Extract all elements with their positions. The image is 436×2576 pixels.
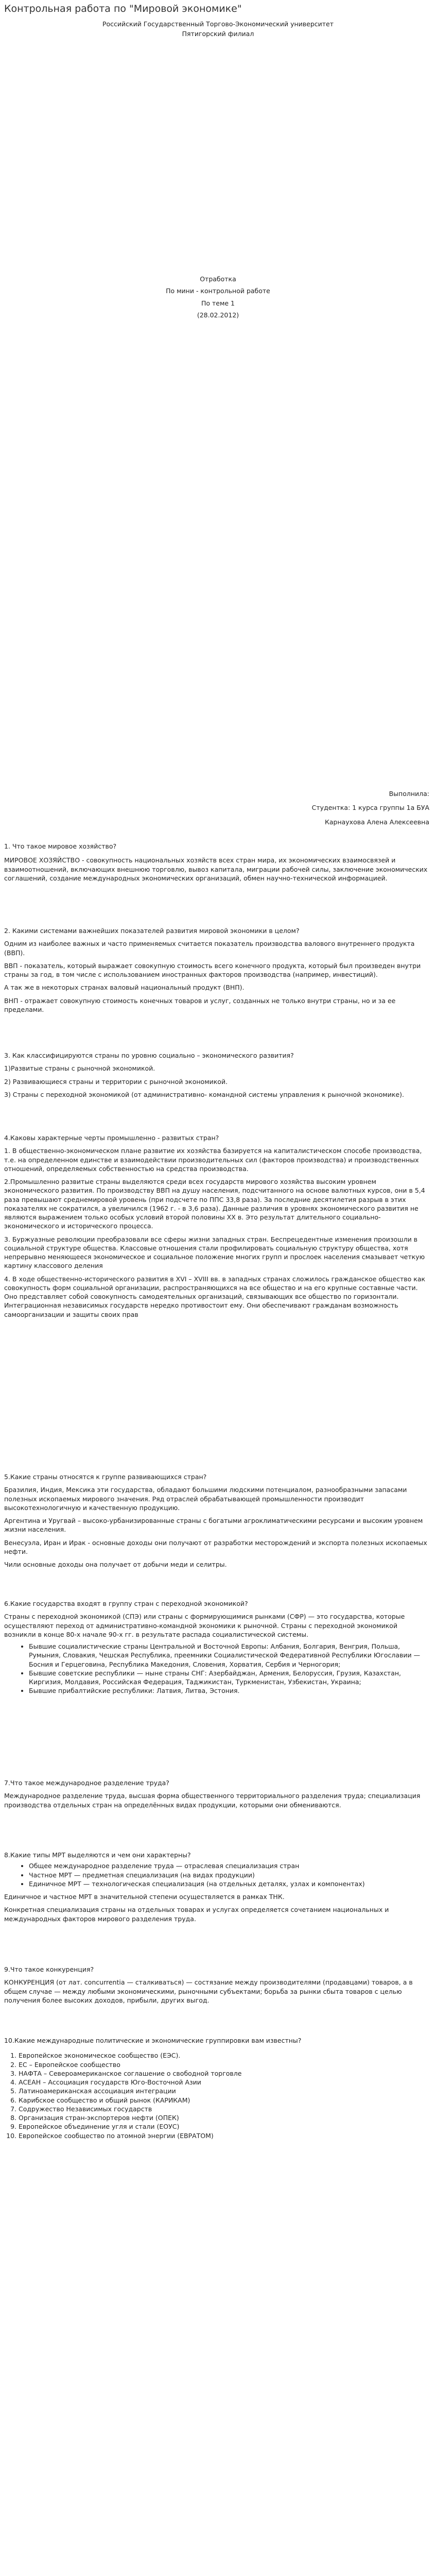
- question-heading: 6.Какие государства входят в группу стран с переходной экономикой?: [4, 1600, 248, 1607]
- question-heading: 10.Какие международные политические и экономические группировки вам известны?: [4, 2037, 302, 2044]
- question-heading: 7.Что такое международное разделение труда?: [4, 1779, 169, 1787]
- list-item: • Единичное МРТ — технологическая специализация (на отдельных деталях, узлах и компонентах): [29, 1879, 430, 1888]
- answer-paragraph: 2.Промышленно развитые страны выделяются среди всех государств мирового хозяйства высоким уровнем экономического развития. По производству ВВП на душу населения, подсчитанного на основе валютных курсов, они в 5,4 раза превышают среднемировой уровень (при подсчете по ППС 33,8 раза). За последние десятилетия разрыв в этих показателях не сократился, а увеличился (1962 г. - в 3,6 раза). Данные различия в уровнях экономического развития не являются выражением только особых условий второй половины XX в. Это результат длительного социально-экономического и исторического процесса.: [4, 1178, 425, 1230]
- groupings-list: [4, 2051, 430, 2140]
- question-7: [4, 1778, 430, 1809]
- answer-paragraph: Венесуэла, Иран и Ирак - основные доходы они получают от разработки месторождений и экспорта полезных ископаемых нефти.: [4, 1538, 427, 1555]
- question-4: [4, 1133, 430, 1319]
- answer-paragraph: А так же в некоторых странах валовый национальный продукт (ВНП).: [4, 984, 245, 992]
- answer-paragraph: 3. Буржуазные революции преобразовали все сферы жизни западных стран. Беспрецедентные изменения произошли в социальной структуре общества. Классовые отношения стали профилировать социальную структуру общества, хотя непрерывно меняющееся экономическое и социальное положение многих групп и прослоек населения смазывает четкую картину классового деления: [4, 1235, 425, 1270]
- country-group-list: [4, 1642, 430, 1696]
- university-name: Российский Государственный Торгово-Экономический университет: [102, 20, 334, 28]
- question-heading: 2. Какими системами важнейших показателей развития мировой экономики в целом?: [4, 927, 300, 935]
- author-line-1: Выполнила:: [389, 790, 429, 798]
- list-item: • Бывшие советские республики — ныне страны СНГ: Азербайджан, Армения, Белоруссия, Грузия, Казахстан, Киргизия, Молдавия, Российская Федерация, Таджикистан, Туркменистан, Узбекистан, Украина;: [29, 1669, 430, 1687]
- question-heading: 4.Каковы характерные черты промышленно - развитых стран?: [4, 1134, 219, 1142]
- list-item: 10. Европейское сообщество по атомной энергии (ЕВРАТОМ): [19, 2131, 430, 2140]
- answer-paragraph: Аргентина и Уругвай – высоко-урбанизированные страны с богатыми агроклиматическими ресурсами и высоким уровнем жизни населения.: [4, 1517, 423, 1534]
- question-10: [4, 2036, 430, 2140]
- question-3: [4, 1051, 430, 1099]
- list-item: 3. НАФТА – Североамериканское соглашение о свободной торговле: [19, 2069, 430, 2078]
- list-item: 5. Латиноамериканская ассоциация интеграции: [19, 2087, 430, 2095]
- answer-paragraph: Чили основные доходы она получает от добычи меди и селитры.: [4, 1561, 227, 1568]
- answer-paragraph: Конкретная специализация страны на отдельных товарах и услугах определяется сочетанием национальных и международных факторов мирового разделения труда.: [4, 1906, 389, 1923]
- list-item: 8. Организация стран-экспортеров нефти (ОПЕК): [19, 2113, 430, 2122]
- answer-paragraph: Международное разделение труда, высшая форма общественного территориального разделения труда; специализация производства отдельных стран на определённых видах продукции, которыми они обмениваются.: [4, 1792, 421, 1809]
- question-heading: 5.Какие страны относятся к группе развивающихся стран?: [4, 1473, 207, 1481]
- branch-name: Пятигорский филиал: [182, 30, 254, 38]
- answer-paragraph: 1. В общественно-экономическом плане развитие их хозяйства базируется на капиталистическом способе производства, т.е. на определенном единстве и взаимодействии производительных сил (факторов производства) и производственных отношений, определяемых собственностью на средства производства.: [4, 1147, 422, 1173]
- answer-paragraph: Бразилия, Индия, Мексика эти государства, обладают большими людскими потенциалом, разнообразными запасами полезных ископаемых мирового значения. Ряд отраслей обрабатывающей промышленности производит высокотехнологичную и качественную продукцию.: [4, 1486, 407, 1512]
- list-item: • Бывшие социалистические страны Центральной и Восточной Европы: Албания, Болгария, Венгрия, Польша, Румыния, Словакия, Чешская Республика, преемники Социалистической Федеративной Республики Югославии — Босния и Герцеговина, Республика Македония, Словения, Хорватия, Сербия и Черногория;: [29, 1642, 430, 1669]
- cover-line-2: По мини - контрольной работе: [166, 287, 270, 295]
- author-line-2: Студентка: 1 курса группы 1а БУА: [311, 804, 429, 812]
- question-5: [4, 1472, 430, 1569]
- answer-paragraph: 4. В ходе общественно-исторического развития в XVI – XVIII вв. в западных странах сложилось гражданское общество как совокупность форм социальной организации, распространяющихся на все общество и на его крупные составные части. Оно представляет собой совокупность самодеятельных организаций, связывающих все общество по горизонтали. Интеграционная независимых государств нередко противостоит ему. Они обеспечивают гражданам возможность самоорганизации и защиты своих прав: [4, 1275, 426, 1318]
- answer-paragraph: 3) Страны с переходной экономикой (от административно- командной системы управления к рыночной экономике).: [4, 1090, 404, 1098]
- question-8: [4, 1851, 430, 1923]
- answer-paragraph: 1)Развитые страны с рыночной экономикой.: [4, 1064, 155, 1073]
- cover-line-4: (28.02.2012): [197, 311, 239, 319]
- document-title: Контрольная работа по "Мировой экономике": [4, 3, 242, 14]
- list-item: • Частное МРТ — предметная специализация (на видах продукции): [29, 1871, 430, 1879]
- answer-paragraph: ВВП - показатель, который выражает совокупную стоимость всего конечного продукта, который был произведен внутри страны за год, в том числе с использованием иностранных факторов производства (например, инвестиций).: [4, 961, 421, 978]
- list-item: 2. ЕС – Европейское сообщество: [19, 2060, 430, 2069]
- mrt-type-list: [4, 1861, 430, 1888]
- answer-paragraph: 2) Развивающиеся страны и территории с рыночной экономикой.: [4, 1077, 228, 1086]
- question-heading: 8.Какие типы МРТ выделяются и чем они характерны?: [4, 1851, 191, 1859]
- answer-paragraph: МИРОВОЕ ХОЗЯЙСТВО - совокупность национальных хозяйств всех стран мира, их экономических взаимосвязей и взаимоотношений, включающих внешнюю торговлю, вывоз капитала, миграции рабочей силы, заключение экономических соглашений, создание международных экономических организаций, обмен научно-технической информацией.: [4, 856, 428, 882]
- list-item: 9. Европейское объединение угля и стали (ЕОУС): [19, 2122, 430, 2131]
- question-2: [4, 926, 430, 1014]
- question-heading: 1. Что такое мировое хозяйство?: [4, 842, 117, 850]
- question-6: [4, 1599, 430, 1696]
- cover-line-3: По теме 1: [201, 299, 235, 307]
- answer-paragraph: ВНП - отражает совокупную стоимость конечных товаров и услуг, созданных не только внутри страны, но и за ее пределами.: [4, 996, 396, 1013]
- question-heading: 3. Как классифицируются страны по уровню социально – экономического развития?: [4, 1052, 294, 1059]
- question-9: [4, 1965, 430, 2005]
- answer-paragraph: Одним из наиболее важных и часто применяемых считается показатель производства валового внутреннего продукта (ВВП).: [4, 940, 415, 957]
- author-block: [4, 789, 429, 826]
- list-item: 4. АСЕАН – Ассоциация государств Юго-Восточной Азии: [19, 2078, 430, 2087]
- question-1: [4, 842, 430, 883]
- author-line-3: Карнаухова Алена Алексеевна: [324, 818, 429, 826]
- header-block: [0, 20, 436, 39]
- cover-block: [0, 275, 436, 319]
- answer-paragraph: Страны с переходной экономикой (СПЭ) или страны с формирующимися рынками (СФР) — это государства, которые осуществляют переход от административно-командной экономики к рыночной. Страны с переходной экономикой возникли в конце 80-х начале 90-х гг. в результате распада социалистической системы.: [4, 1613, 405, 1638]
- answer-paragraph: КОНКУРЕНЦИЯ (от лат. concurrentia — сталкиваться) — состязание между производителями (продавцами) товаров, а в общем случае — между любыми экономическими, рыночными субъектами; борьба за рынки сбыта товаров с целью получения более высоких доходов, прибыли, других выгод.: [4, 1978, 413, 2004]
- list-item: • Бывшие прибалтийские республики: Латвия, Литва, Эстония.: [29, 1686, 430, 1695]
- list-item: • Общее международное разделение труда — отраслевая специализация стран: [29, 1861, 430, 1870]
- list-item: 1. Европейское экономическое сообщество (ЕЭС).: [19, 2051, 430, 2060]
- cover-line-1: Отработка: [200, 275, 236, 283]
- question-heading: 9.Что такое конкуренция?: [4, 1965, 94, 1973]
- list-item: 6. Карибское сообщество и общий рынок (КАРИКАМ): [19, 2096, 430, 2105]
- list-item: 7. Содружество Независимых государств: [19, 2105, 430, 2113]
- answer-paragraph: Единичное и частное МРТ в значительной степени осуществляется в рамках ТНК.: [4, 1893, 285, 1901]
